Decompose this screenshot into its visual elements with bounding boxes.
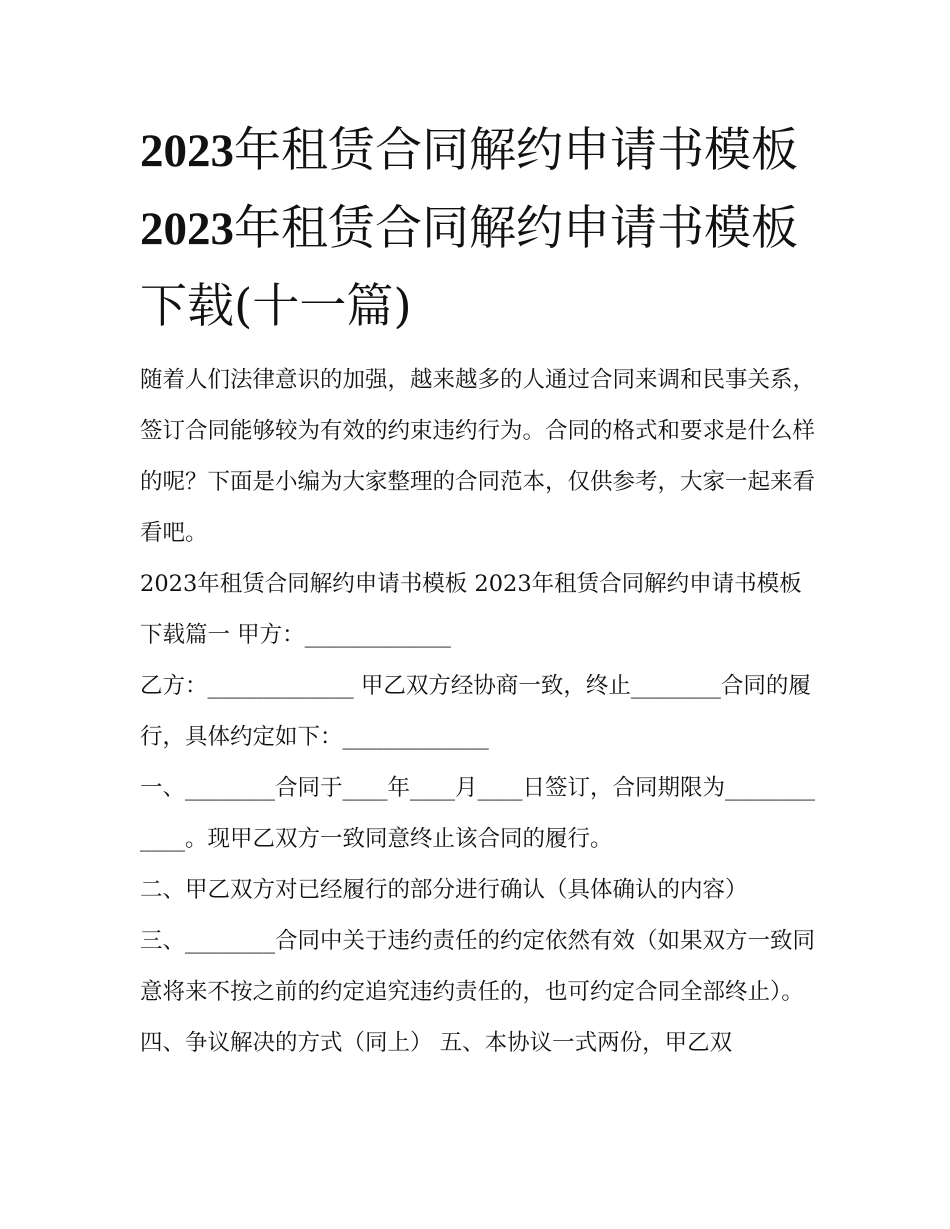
document-title	[140, 112, 815, 345]
title-text-2: 年租赁合同解约申请书模板下载(十一篇)	[140, 201, 798, 334]
title-year-1: 2023	[140, 125, 234, 177]
clause-3: 三、________合同中关于违约责任的约定依然有效（如果双方一致同意将来不按之前的约定追究违约责任的，也可约定合同全部终止）。	[140, 928, 816, 1005]
document-page	[140, 112, 815, 1069]
title-year-2: 2023	[140, 203, 234, 255]
section-heading-party-a: 2023年租赁合同解约申请书模板 2023年租赁合同解约申请书模板下载篇一 甲方：_____________	[140, 571, 802, 648]
party-b-paragraph: 乙方：_____________ 甲乙双方经协商一致，终止________合同的履行，具体约定如下：_____________	[140, 673, 811, 750]
clause-4-5: 四、争议解决的方式（同上） 五、本协议一式两份，甲乙双	[140, 1030, 733, 1056]
document-body	[140, 355, 815, 1069]
clause-1: 一、________合同于____年____月____日签订，合同期限为____________。现甲乙双方一致同意终止该合同的履行。	[140, 775, 816, 852]
clause-2: 二、甲乙双方对已经履行的部分进行确认（具体确认的内容）	[140, 877, 748, 903]
intro-paragraph: 随着人们法律意识的加强，越来越多的人通过合同来调和民事关系，签订合同能够较为有效的约束违约行为。合同的格式和要求是什么样的呢？下面是小编为大家整理的合同范本，仅供参考，大家一起来看看吧。	[140, 367, 816, 546]
title-text-1: 年租赁合同解约申请书模板	[234, 123, 798, 178]
